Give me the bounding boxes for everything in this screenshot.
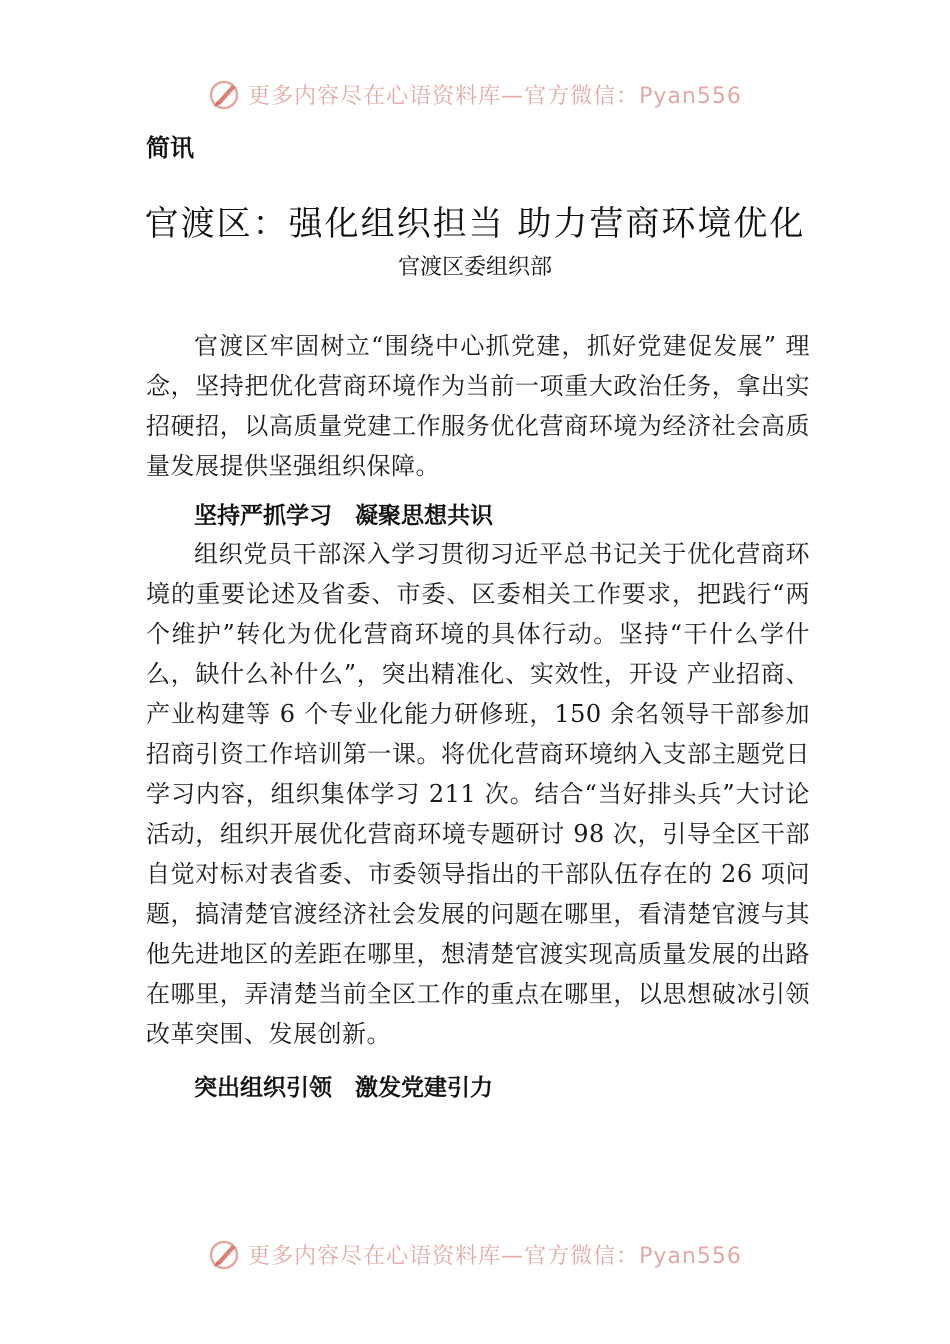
page-title: 官渡区：强化组织担当 助力营商环境优化	[144, 204, 806, 244]
doc-label: 简讯	[146, 134, 194, 162]
watermark-text: 更多内容尽在心语资料库—官方微信：Pyan556	[248, 1243, 742, 1269]
watermark-header	[0, 74, 950, 114]
pen-logo-icon	[208, 77, 242, 111]
pen-logo-icon	[208, 1237, 242, 1271]
author: 官渡区委组织部	[397, 255, 552, 280]
section-paragraph: 组织党员干部深入学习贯彻习近平总书记关于优化营商环境的重要论述及省委、市委、区委相关工作要求，把践行“两个维护”转化为优化营商环境的具体行动。坚持“干什么学什么，缺什么补什么”，突出精准化、实效性，开设 产业招商、产业构建等 6 个专业化能力研修班，150 余名领导干部参加招商引资工作培训第一课。将优化营商环境纳入支部主题党日学习内容，组织集体学习 211 次。结合“当好排头兵”大讨论活动，组织开展优化营商环境专题研讨 98 次，引导全区干部自觉对标对表省委、市委领导指出的干部队伍存在的 26 项问题，搞清楚官渡经济社会发展的问题在哪里，看清楚官渡与其他先进地区的差距在哪里，想清楚官渡实现高质量发展的出路在哪里，弄清楚当前全区工作的重点在哪里，以思想破冰引领改革突围、发展创新。	[146, 540, 810, 1048]
watermark-footer	[0, 1234, 950, 1274]
article-body	[146, 326, 810, 1106]
section-heading: 坚持严抓学习 凝聚思想共识	[194, 503, 493, 529]
section-heading: 突出组织引领 激发党建引力	[194, 1075, 493, 1101]
watermark-text: 更多内容尽在心语资料库—官方微信：Pyan556	[248, 83, 742, 109]
intro-paragraph: 官渡区牢固树立“围绕中心抓党建，抓好党建促发展” 理念，坚持把优化营商环境作为当前一项重大政治任务，拿出实招硬招，以高质量党建工作服务优化营商环境为经济社会高质量发展提供坚强组织保障。	[146, 332, 810, 480]
